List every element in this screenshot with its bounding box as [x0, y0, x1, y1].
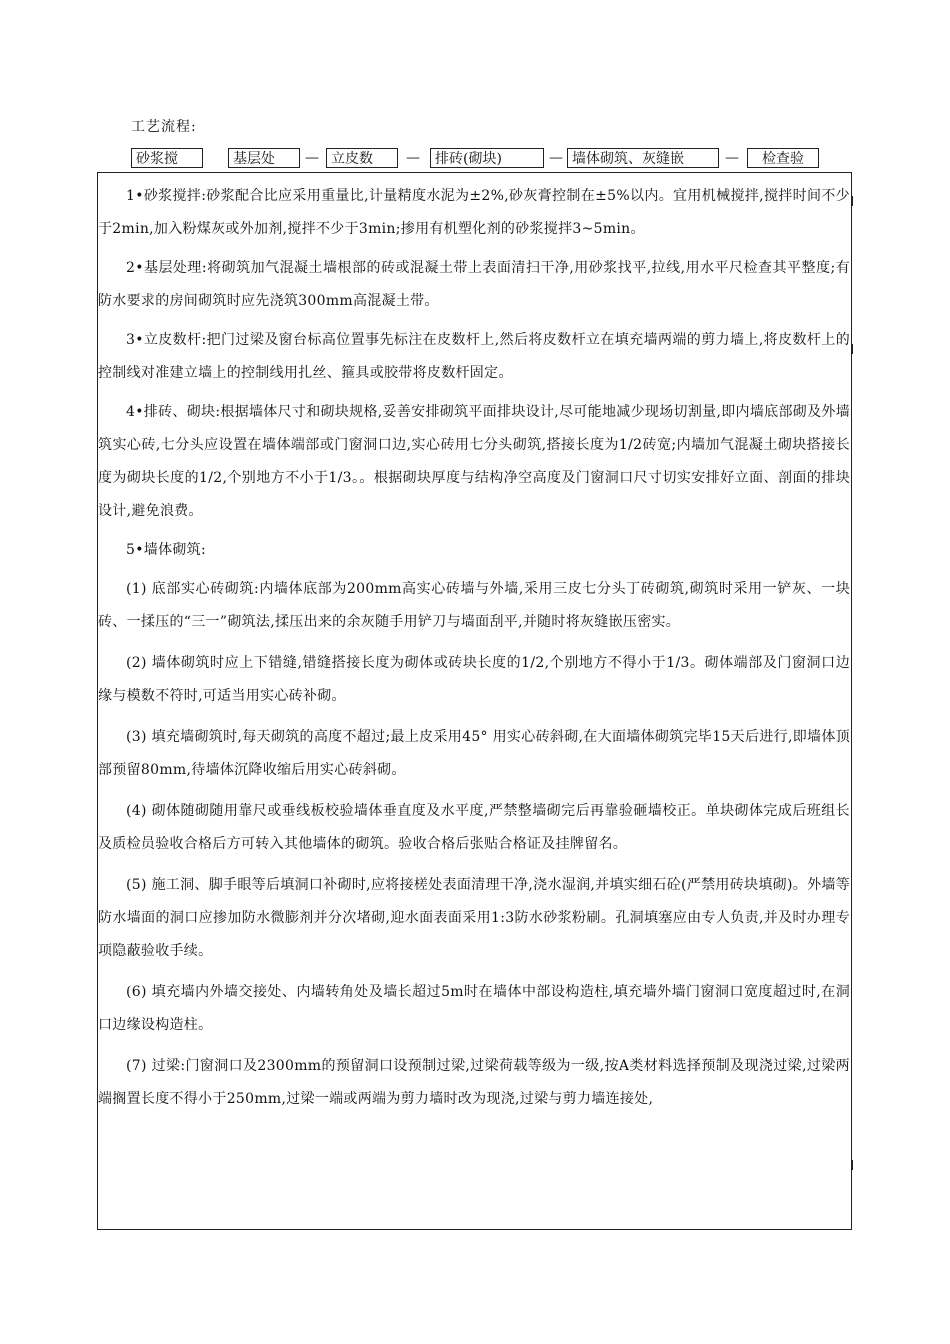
paragraph-item-2: (2) 墙体砌筑时应上下错缝,错缝搭接长度为砌体或砖块长度的1/2,个别地方不得小于1/3。砌体端部及门窗洞口边缘与模数不符时,可适当用实心砖补砌。	[98, 655, 850, 704]
paragraph-level-rod: 3•立皮数杆:把门过梁及窗台标高位置事先标注在皮数杆上,然后将皮数杆立在填充墙两端的剪力墙上,将皮数杆上的控制线对准建立墙上的控制线用扎丝、箍具或胶带将皮数杆固定。	[98, 332, 850, 381]
edge-mark	[851, 344, 853, 354]
paragraph-item-5: (5) 施工洞、脚手眼等后填洞口补砌时,应将接槎处表面清理干净,浇水湿润,并填实细石砼(严禁用砖块填砌)。外墙等防水墙面的洞口应掺加防水微膨剂并分次堵砌,迎水面表面采用1:3防水砂浆粉刷。孔洞填塞应由专人负责,并及时办理专项隐蔽验收手续。	[98, 877, 850, 959]
flow-step-inspect: 检查验	[747, 148, 819, 168]
flow-separator: —	[406, 150, 420, 166]
paragraph-item-1: (1) 底部实心砖砌筑:内墙体底部为200mm高实心砖墙与外墙,采用三皮七分头丁砖砌筑,砌筑时采用一铲灰、一块砖、一揉压的“三一”砌筑法,揉压出来的余灰随手用铲刀与墙面刮平,并随时将灰缝嵌压密实。	[98, 581, 850, 630]
flow-title: 工艺流程:	[131, 119, 197, 135]
flow-separator: —	[305, 150, 319, 166]
edge-mark	[851, 196, 853, 206]
flow-step-masonry: 墙体砌筑、灰缝嵌	[567, 148, 719, 168]
paragraph-brick-layout: 4•排砖、砌块:根据墙体尺寸和砌块规格,妥善安排砌筑平面排块设计,尽可能地减少现场切割量,即内墙底部砌及外墙筑实心砖,七分头应设置在墙体端部或门窗洞口边,实心砖用七分头砌筑,搭接长度为1/2砖宽;内墙加气混凝土砌块搭接长度为砌块长度的1/2,个别地方不小于1/3。。根据砌块厚度与结构净空高度及门窗洞口尺寸切实安排好立面、剖面的排块设计,避免浪费。	[98, 404, 850, 519]
paragraph-mortar-mixing: 1•砂浆搅拌:砂浆配合比应采用重量比,计量精度水泥为±2%,砂灰膏控制在±5%以内。宜用机械搅拌,搅拌时间不少于2min,加入粉煤灰或外加剂,搅拌不少于3min;掺用有机塑化剂的砂浆搅拌3~5min。	[98, 188, 850, 237]
document-body	[98, 180, 850, 1124]
flow-separator: —	[549, 150, 563, 166]
flow-step-mortar: 砂浆搅	[131, 148, 203, 168]
paragraph-wall-masonry: 5•墙体砌筑:	[126, 542, 206, 558]
flow-step-rod: 立皮数	[326, 148, 398, 168]
flow-step-base: 基层处	[228, 148, 300, 168]
edge-mark	[851, 1160, 853, 1170]
paragraph-base-treatment: 2•基层处理:将砌筑加气混凝土墙根部的砖或混凝土带上表面清扫干净,用砂浆找平,拉线,用水平尺检查其平整度;有防水要求的房间砌筑时应先浇筑300mm高混凝土带。	[98, 260, 850, 309]
paragraph-item-3: (3) 填充墙砌筑时,每天砌筑的高度不超过;最上皮采用45° 用实心砖斜砌,在大面墙体砌筑完毕15天后进行,即墙体顶部预留80mm,待墙体沉降收缩后用实心砖斜砌。	[98, 729, 850, 778]
flow-step-layout: 排砖(砌块)	[430, 148, 544, 168]
flow-chart	[0, 148, 950, 172]
flow-separator: —	[725, 150, 739, 166]
paragraph-item-4: (4) 砌体随砌随用靠尺或垂线板校验墙体垂直度及水平度,严禁整墙砌完后再靠验砸墙校正。单块砌体完成后班组长及质检员验收合格后方可转入其他墙体的砌筑。验收合格后张贴合格证及挂牌留名。	[98, 803, 850, 852]
paragraph-item-7: (7) 过梁:门窗洞口及2300mm的预留洞口设预制过梁,过梁荷载等级为一级,按A类材料选择预制及现浇过梁,过梁两端搁置长度不得小于250mm,过梁一端或两端为剪力墙时改为现浇,过梁与剪力墙连接处,	[98, 1058, 850, 1107]
paragraph-item-6: (6) 填充墙内外墙交接处、内墙转角处及墙长超过5m时在墙体中部设构造柱,填充墙外墙门窗洞口宽度超过时,在洞口边缘设构造柱。	[98, 984, 850, 1033]
